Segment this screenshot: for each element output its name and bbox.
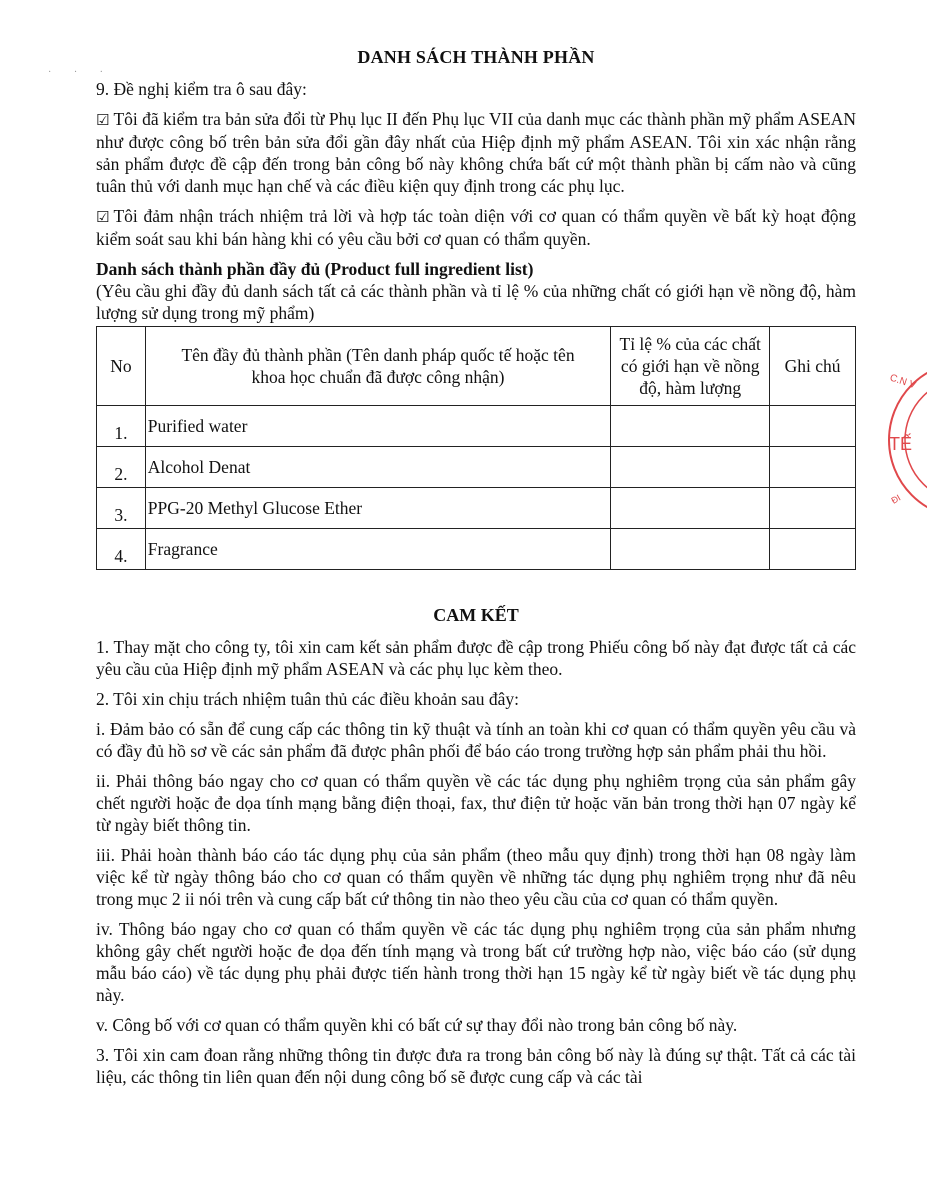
header-ratio: Tỉ lệ % của các chất có giới hạn về nồng độ, hàm lượng: [611, 327, 770, 406]
row-ratio: [611, 447, 770, 488]
row-ratio: [611, 406, 770, 447]
scan-specks: · · ·: [48, 67, 113, 78]
row-note: [770, 406, 856, 447]
commitment-paragraph: iv. Thông báo ngay cho cơ quan có thẩm quyền về các tác dụng phụ nghiêm trọng của sản phẩm nhưng không gây chết người hoặc đe dọa đến tính mạng và trong bất cứ trường hợp nào, việc báo cáo (sử dụng mẫu báo cáo) về tác dụng phụ phải được tiến hành trong thời hạn 15 ngày kể từ ngày biết về tác dụng phụ này.: [96, 919, 856, 1005]
commitment-paragraph: ii. Phải thông báo ngay cho cơ quan có thẩm quyền về các tác dụng phụ nghiêm trọng của sản phẩm gây chết người hoặc đe dọa tính mạng bằng điện thoại, fax, thư điện tử hoặc văn bản trong thời hạn 07 ngày kể từ ngày biết thông tin.: [96, 771, 856, 835]
checkbox-1-text: Tôi đã kiểm tra bản sửa đổi từ Phụ lục II đến Phụ lục VII của danh mục các thành phần mỹ phẩm ASEAN như được công bố trên bản sửa đổi gần đây nhất của Hiệp định mỹ phẩm ASEAN. Tôi xin xác nhận rằng sản phẩm được đề cập đến trong bản công bố này không chứa bất cứ một thành phần bị cấm nào và cũng tuân thủ với danh mục hạn chế và các điều kiện quy định trong các phụ lục.: [96, 109, 856, 196]
commitment-paragraph: 2. Tôi xin chịu trách nhiệm tuân thủ các điều khoản sau đây:: [96, 689, 519, 709]
row-ingredient-name: Alcohol Denat: [145, 447, 610, 488]
row-ratio: [611, 488, 770, 529]
checked-box-icon[interactable]: ☑: [96, 111, 110, 129]
stamp-text-top: C.N V: [888, 372, 918, 392]
row-note: [770, 488, 856, 529]
table-row: [97, 447, 856, 488]
checkbox-paragraph-1: [96, 108, 856, 197]
commitment-paragraph: 1. Thay mặt cho công ty, tôi xin cam kết sản phẩm được đề cập trong Phiếu công bố này đạt được tất cả các yêu cầu của Hiệp định mỹ phẩm ASEAN và các phụ lục kèm theo.: [96, 637, 856, 679]
table-row: [97, 488, 856, 529]
ingredient-note: (Yêu cầu ghi đầy đủ danh sách tất cả các thành phần và tỉ lệ % của những chất có giới hạn về nồng độ, hàm lượng sử dụng trong mỹ phẩm): [96, 281, 856, 323]
document-page: [96, 40, 856, 1096]
commitment-paragraph: i. Đảm bảo có sẵn để cung cấp các thông tin kỹ thuật và tính an toàn khi cơ quan có thẩm quyền yêu cầu và có đầy đủ hồ sơ về các sản phẩm đã được phân phối để báo cáo trong trường hợp sản phẩm phải thu hồi.: [96, 719, 856, 761]
row-note: [770, 447, 856, 488]
row-ingredient-name: Purified water: [145, 406, 610, 447]
row-no: 1.: [97, 406, 146, 447]
table-header-row: [97, 327, 856, 406]
commitment-title: CAM KẾT: [433, 605, 519, 625]
commitment-paragraph: 3. Tôi xin cam đoan rằng những thông tin được đưa ra trong bản công bố này là đúng sự thật. Tất cả các tài liệu, các thông tin liên quan đến nội dung công bố sẽ được cung cấp và các tài: [96, 1045, 856, 1087]
row-no: 2.: [97, 447, 146, 488]
stamp-text-mid: TẾ: [889, 434, 913, 454]
row-ingredient-name: Fragrance: [145, 529, 610, 570]
row-ratio: [611, 529, 770, 570]
row-note: [770, 529, 856, 570]
checkbox-paragraph-2: [96, 205, 856, 250]
header-no: No: [97, 327, 146, 406]
row-ingredient-name: PPG-20 Methyl Glucose Ether: [145, 488, 610, 529]
page-title: DANH SÁCH THÀNH PHẦN: [357, 47, 595, 67]
ingredient-heading: Danh sách thành phần đầy đủ (Product full ingredient list): [96, 259, 534, 279]
table-row: [97, 406, 856, 447]
checkbox-2-text: Tôi đảm nhận trách nhiệm trả lời và hợp tác toàn diện với cơ quan có thẩm quyền về bất kỳ hoạt động kiểm soát sau khi bán hàng khi có yêu cầu bởi cơ quan có thẩm quyền.: [96, 206, 856, 249]
commitment-paragraph: v. Công bố với cơ quan có thẩm quyền khi có bất cứ sự thay đổi nào trong bản công bố này.: [96, 1015, 738, 1035]
table-row: [97, 529, 856, 570]
red-seal-stamp-icon: [885, 352, 927, 527]
commitment-paragraph: iii. Phải hoàn thành báo cáo tác dụng phụ của sản phẩm (theo mẫu quy định) trong thời hạn 08 ngày làm việc kể từ ngày thông báo cho cơ quan có thẩm quyền về những tác dụng phụ nghiêm trọng như đã nêu trong mục 2 ii nói trên và cung cấp bất cứ thông tin nào theo yêu cầu của cơ quan có thẩm quyền.: [96, 845, 856, 909]
ingredient-table: [96, 326, 856, 570]
stamp-text-bottom: ĐI: [889, 492, 903, 506]
row-no: 4.: [97, 529, 146, 570]
header-name: Tên đầy đủ thành phần (Tên danh pháp quốc tế hoặc tên khoa học chuẩn đã được công nhận): [145, 327, 610, 406]
checked-box-icon[interactable]: ☑: [96, 208, 110, 226]
item-9-label: 9. Đề nghị kiểm tra ô sau đây:: [96, 79, 307, 99]
header-note: Ghi chú: [770, 327, 856, 406]
row-no: 3.: [97, 488, 146, 529]
